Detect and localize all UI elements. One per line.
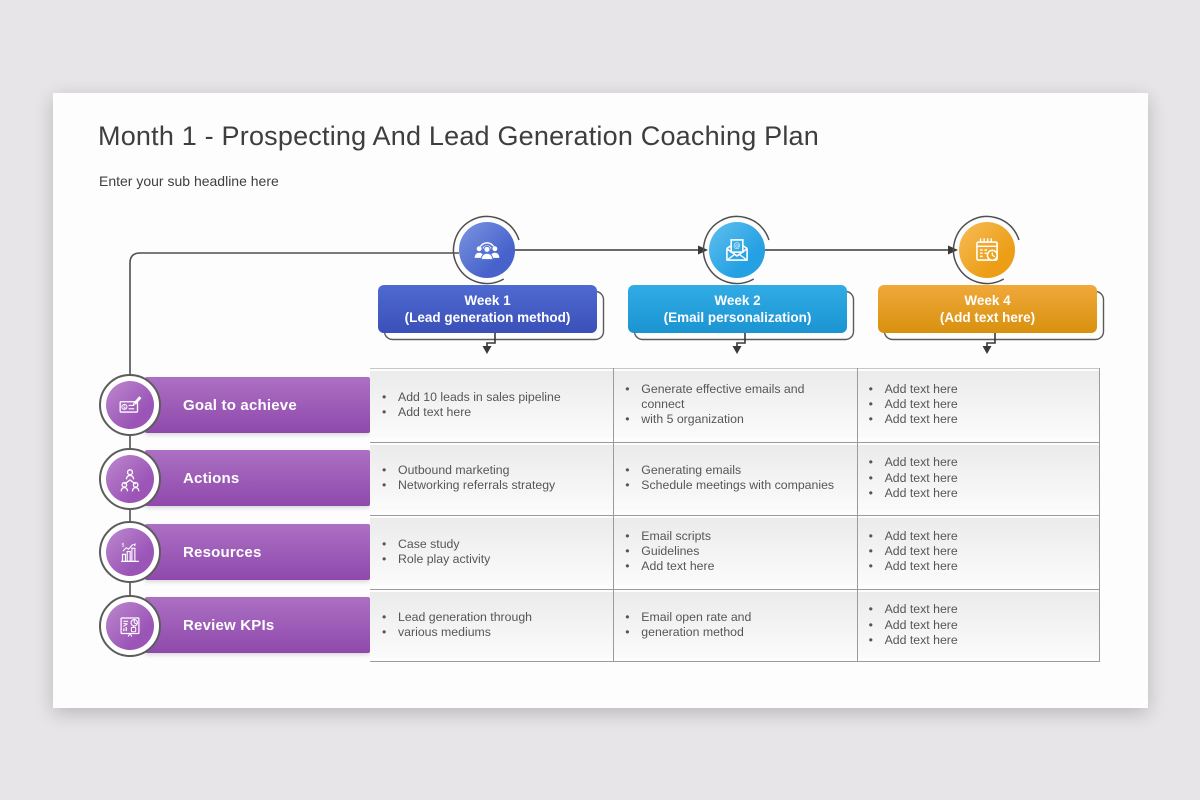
category-bar-review-kpis [145, 597, 370, 653]
bullet-item: • Add text here [868, 544, 958, 559]
bullet-item: • Email scripts [625, 528, 711, 543]
bullet-item: • Add text here [868, 559, 958, 574]
bullet-item: • Guidelines [625, 544, 700, 559]
table-row [370, 515, 1100, 589]
category-bar-goal [145, 377, 370, 433]
bullet-list [623, 529, 714, 575]
category-bar-actions [145, 450, 370, 506]
table-row [370, 589, 1100, 663]
week2-header [628, 285, 847, 333]
calendar-clock-icon [959, 222, 1015, 278]
bullet-item: • Email open rate and [625, 610, 752, 625]
bullet-list [867, 382, 958, 428]
matrix-cell [857, 442, 1100, 516]
category-label: Review KPIs [183, 616, 275, 634]
bullet-item: • Add text here [868, 470, 958, 485]
bullet-item: • Add text here [868, 412, 958, 427]
bullet-item: • Add text here [625, 559, 715, 574]
matrix-cell [370, 442, 613, 516]
category-circle-resources [99, 521, 161, 583]
bullet-item: • Add text here [868, 632, 958, 647]
matrix-cell [613, 589, 856, 663]
matrix-cell [613, 368, 856, 442]
week1-name: Week 1 [464, 293, 511, 308]
week1-descriptor: (Lead generation method) [404, 310, 571, 325]
svg-text:$: $ [122, 404, 127, 411]
bullet-item: • Schedule meetings with companies [625, 478, 835, 493]
table-row [370, 368, 1100, 442]
page-subtitle: Enter your sub headline here [99, 173, 279, 189]
growth-chart-icon [106, 528, 154, 576]
week4-descriptor: (Add text here) [939, 310, 1036, 325]
category-bar-resources [145, 524, 370, 580]
slide [53, 93, 1148, 708]
matrix-cell [370, 515, 613, 589]
bullet-item: • Lead generation through [382, 610, 533, 625]
svg-text:@: @ [733, 241, 741, 251]
bullet-list [380, 463, 555, 493]
category-circle-review-kpis [99, 595, 161, 657]
team-hierarchy-icon [106, 455, 154, 503]
email-at-icon [709, 222, 765, 278]
bullet-list [867, 455, 958, 501]
week2-name: Week 2 [714, 293, 761, 308]
matrix-cell [370, 589, 613, 663]
cheque-pen-icon [106, 381, 154, 429]
matrix-cell [613, 442, 856, 516]
bullet-item: • Generate effective emails and connect [625, 381, 805, 412]
bullet-item: • Add text here [868, 617, 958, 632]
bullet-item: • Generating emails [625, 463, 742, 478]
bullet-list [867, 602, 958, 648]
bullet-item: • Add text here [868, 397, 958, 412]
table-border [1099, 368, 1100, 662]
bullet-item: • Add text here [868, 528, 958, 543]
bullet-list [867, 529, 958, 575]
week4-header [878, 285, 1097, 333]
bullet-item: • Add text here [868, 455, 958, 470]
week4-name: Week 4 [964, 293, 1011, 308]
table-border [370, 661, 1100, 662]
bullet-list [380, 390, 561, 420]
bullet-item: • Add 10 leads in sales pipeline [382, 389, 561, 404]
bullet-item: • with 5 organization [625, 412, 744, 427]
bullet-item: • Add text here [868, 602, 958, 617]
category-label: Resources [183, 543, 262, 561]
category-circle-goal [99, 374, 161, 436]
bullet-list [380, 610, 532, 640]
bullet-item: • Add text here [868, 485, 958, 500]
audience-broadcast-icon [459, 222, 515, 278]
bullet-list [380, 537, 490, 567]
bullet-item: • Networking referrals strategy [382, 478, 556, 493]
page-title: Month 1 - Prospecting And Lead Generation Coaching Plan [98, 121, 819, 151]
table-row [370, 442, 1100, 516]
matrix-cell [857, 515, 1100, 589]
category-circle-actions [99, 448, 161, 510]
plan-matrix [370, 368, 1100, 662]
category-label: Goal to achieve [183, 396, 297, 414]
table-border [613, 368, 614, 662]
week1-header [378, 285, 597, 333]
bullet-item: • Add text here [382, 404, 472, 419]
matrix-cell [613, 515, 856, 589]
bullet-list [623, 463, 834, 493]
kpi-dashboard-icon [106, 602, 154, 650]
bullet-item: • generation method [625, 625, 744, 640]
bullet-item: • various mediums [382, 625, 491, 640]
week2-descriptor: (Email personalization) [663, 310, 812, 325]
matrix-cell [857, 368, 1100, 442]
bullet-item: • Add text here [868, 381, 958, 396]
bullet-item: • Role play activity [382, 551, 491, 566]
bullet-list [623, 382, 848, 428]
matrix-cell [370, 368, 613, 442]
bullet-item: • Case study [382, 536, 460, 551]
svg-text:$: $ [121, 542, 125, 549]
bullet-list [623, 610, 751, 640]
matrix-cell [857, 589, 1100, 663]
table-border [857, 368, 858, 662]
bullet-item: • Outbound marketing [382, 463, 510, 478]
category-label: Actions [183, 469, 240, 487]
